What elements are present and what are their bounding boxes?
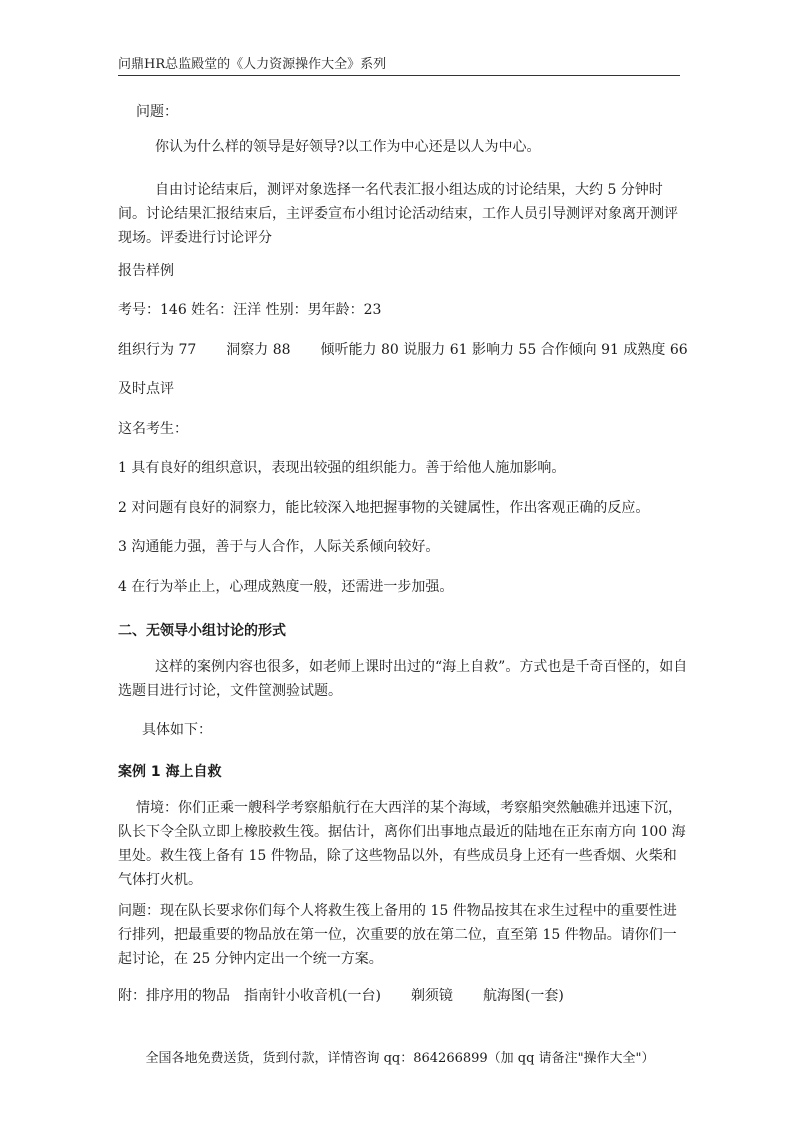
timely-review-label: 及时点评 xyxy=(118,381,174,397)
list-item: 4 在行为举止上，心理成熟度一般，还需进一步加强。 xyxy=(118,579,454,595)
details-label: 具体如下： xyxy=(142,722,212,738)
discussion-end-paragraph: 自由讨论结束后，测评对象选择一名代表汇报小组达成的讨论结果，大约 5 分钟时间。讨论结果汇报结束后，主评委宣布小组讨论活动结束，工作人员引导测评对象离开测评现场。评委进行讨论评分 xyxy=(118,182,678,246)
score-insight: 洞察力 88 xyxy=(226,342,291,358)
list-item: 3 沟通能力强，善于与人合作，人际关系倾向较好。 xyxy=(118,539,440,555)
case-question-paragraph: 问题：现在队长要求你们每个人将救生筏上备用的 15 件物品按其在求生过程中的重要性进行排列，把最重要的物品放在第一位，次重要的放在第二位，直至第 15 件物品。请你们一起讨论，在 25 分钟内定出一个统一方案。 xyxy=(118,903,677,967)
list-item: 1 具有良好的组织意识，表现出较强的组织能力。善于给他人施加影响。 xyxy=(118,460,566,476)
situation-paragraph: 情境：你们正乘一艘科学考察船航行在大西洋的某个海域，考察船突然触礁并迅速下沉，队长下令全队立即上橡胶救生筏。据估计，离你们出事地点最近的陆地在正东南方向 100 海里处。救生筏上备有 15 件物品，除了这些物品以外，有些成员身上还有一些香烟、火柴和气体打火机。 xyxy=(118,800,686,888)
appendix-line xyxy=(118,984,688,1008)
score-org: 组织行为 77 xyxy=(118,342,197,358)
page-footer: 全国各地免费送货，货到付款，详情咨询 qq：864266899（加 qq 请备注"操作大全"） xyxy=(145,1051,655,1066)
report-sample-heading: 报告样例 xyxy=(118,263,174,279)
section-two-paragraph: 这样的案例内容也很多，如老师上课时出过的“海上自救”。方式也是千奇百怪的，如自选题目进行讨论，文件筐测验试题。 xyxy=(118,659,688,699)
score-rest: 倾听能力 80 说服力 61 影响力 55 合作倾向 91 成熟度 66 xyxy=(320,342,688,358)
list-item: 2 对问题有良好的洞察力，能比较深入地把握事物的关键属性，作出客观正确的反应。 xyxy=(118,500,650,516)
page-header: 问鼎HR总监殿堂的《人力资源操作大全》系列 xyxy=(118,56,680,76)
appendix-item: 航海图(一套) xyxy=(482,988,564,1004)
candidate-info: 考号：146 姓名：汪洋 性别：男年龄：23 xyxy=(118,302,382,318)
section-two-title: 二、无领导小组讨论的形式 xyxy=(118,623,286,639)
case-title: 案例 1 海上自救 xyxy=(118,764,222,780)
this-candidate-label: 这名考生： xyxy=(118,421,188,437)
appendix-item: 剃须镜 xyxy=(410,988,453,1004)
appendix-label: 附：排序用的物品 xyxy=(118,988,230,1004)
score-line xyxy=(118,338,688,362)
question-text: 你认为什么样的领导是好领导?以工作为中心还是以人为中心。 xyxy=(155,139,541,155)
appendix-item: 指南针小收音机(一台) xyxy=(244,988,381,1004)
question-label: 问题： xyxy=(136,104,178,120)
